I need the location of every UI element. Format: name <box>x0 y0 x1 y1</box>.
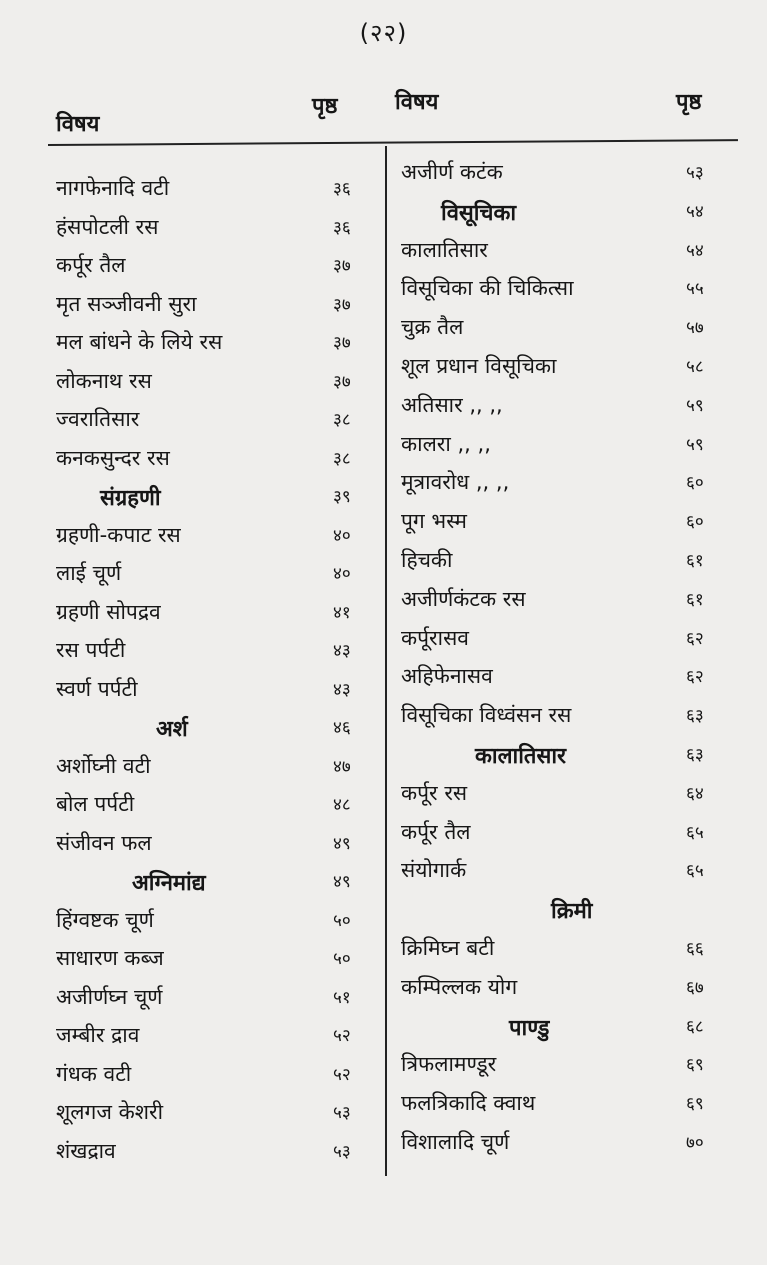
entry-title: अग्निमांद्य <box>132 871 206 896</box>
index-entry <box>56 944 368 980</box>
index-entry <box>401 779 731 815</box>
entry-title: विसूचिका <box>441 200 517 226</box>
index-entry <box>56 367 368 403</box>
index-section-heading <box>56 713 368 749</box>
entry-page-number: ३६ <box>333 217 351 238</box>
entry-page-number: ३६ <box>333 179 351 199</box>
entry-title: नागफेनादि वटी <box>56 176 170 200</box>
left-subject-header: विषय <box>56 112 100 137</box>
index-entry <box>401 624 731 660</box>
entry-title: अर्शोघ्नी वटी <box>56 753 151 778</box>
entry-page-number: ३७ <box>333 371 351 392</box>
index-entry <box>56 1137 368 1173</box>
column-divider <box>385 146 387 1176</box>
entry-page-number: ५७ <box>686 318 704 339</box>
index-entry <box>401 391 731 427</box>
entry-title: मूत्रावरोध ,, ,, <box>401 470 510 495</box>
entry-page-number: ६९ <box>686 1094 704 1115</box>
left-page-header: पृष्ठ <box>312 94 338 119</box>
index-section-heading <box>401 197 731 233</box>
entry-page-number: ३८ <box>333 448 351 469</box>
entry-title: अतिसार ,, ,, <box>401 392 503 417</box>
entry-page-number: ५३ <box>333 1103 351 1123</box>
entry-title: ज्वरातिसार <box>56 407 140 431</box>
header-rule <box>48 139 738 146</box>
entry-page-number: ४० <box>333 564 351 584</box>
index-entry <box>401 662 731 698</box>
entry-title: मृत सञ्जीवनी सुरा <box>56 291 197 316</box>
entry-page-number: ५३ <box>686 163 704 183</box>
index-entry <box>401 701 731 737</box>
index-entry <box>401 856 731 892</box>
entry-page-number: ६५ <box>686 861 704 882</box>
entry-title: साधारण कब्ज <box>56 946 164 970</box>
entry-page-number: ५९ <box>686 434 704 455</box>
entry-page-number: ४० <box>333 525 351 546</box>
entry-title: क्रिमिघ्न बटी <box>401 936 495 960</box>
entry-title: रस पर्पटी <box>56 638 126 662</box>
right-page-header: पृष्ठ <box>676 90 702 115</box>
entry-title: कालातिसार <box>401 237 488 262</box>
entry-title: गंधक वटी <box>56 1061 132 1086</box>
entry-title: हिंग्वष्टक चूर्ण <box>56 907 154 932</box>
entry-page-number: ६३ <box>686 745 704 765</box>
entry-title: कर्पूर तैल <box>401 819 471 844</box>
index-entry <box>56 174 368 210</box>
entry-page-number: ६३ <box>686 706 704 727</box>
entry-title: संयोगार्क <box>401 858 467 883</box>
index-entry <box>56 559 368 595</box>
entry-title: कम्पिल्लक योग <box>401 974 518 999</box>
index-entry <box>56 251 368 287</box>
entry-page-number: ४९ <box>333 833 351 854</box>
entry-title: हिचकी <box>401 548 453 572</box>
index-entry <box>401 1089 731 1125</box>
entry-page-number: ३८ <box>333 410 351 430</box>
entry-page-number: ५२ <box>333 1026 351 1046</box>
index-entry <box>401 352 731 388</box>
index-entry <box>56 1021 368 1057</box>
entry-page-number: ६१ <box>686 551 704 571</box>
entry-page-number: ६७ <box>686 977 704 998</box>
entry-title: स्वर्ण पर्पटी <box>56 676 138 701</box>
right-subject-header: विषय <box>395 90 439 115</box>
index-entry <box>401 507 731 543</box>
entry-title: अजीर्णकंटक रस <box>401 586 526 611</box>
entry-title: लोकनाथ रस <box>56 368 152 393</box>
entry-title: त्रिफलामण्डूर <box>401 1052 497 1077</box>
entry-page-number: ६४ <box>686 783 704 804</box>
index-entry <box>56 1060 368 1096</box>
index-entry <box>56 636 368 672</box>
entry-page-number: ६० <box>686 473 704 494</box>
entry-page-number: ७० <box>686 1133 704 1153</box>
index-entry <box>401 158 731 194</box>
entry-page-number: ६१ <box>686 589 704 610</box>
index-entry <box>56 290 368 326</box>
index-entry <box>56 213 368 249</box>
entry-page-number: ५१ <box>333 987 351 1008</box>
index-entry <box>401 934 731 970</box>
entry-page-number: ६९ <box>686 1055 704 1076</box>
entry-page-number: ३७ <box>333 294 351 315</box>
entry-title: अहिफेनासव <box>401 664 493 689</box>
entry-title: अजीर्णघ्न चूर्ण <box>56 984 163 1009</box>
entry-page-number: ६२ <box>686 667 704 688</box>
entry-title: कर्पूर रस <box>401 780 468 805</box>
entry-title: लाई चूर्ण <box>56 561 122 585</box>
index-entry <box>56 675 368 711</box>
entry-title: फलत्रिकादि क्वाथ <box>401 1091 536 1116</box>
index-entry <box>56 906 368 942</box>
index-section-heading <box>401 895 731 931</box>
entry-page-number: ५५ <box>686 279 704 300</box>
entry-page-number: ६५ <box>686 822 704 843</box>
entry-title: विसूचिका विध्वंसन रस <box>401 703 572 728</box>
entry-title: जम्बीर द्राव <box>56 1023 140 1047</box>
entry-page-number: ४९ <box>333 872 351 892</box>
entry-page-number: ६२ <box>686 628 704 649</box>
entry-title: कर्पूर तैल <box>56 253 126 277</box>
index-entry <box>56 444 368 480</box>
index-entry <box>401 1050 731 1086</box>
entry-page-number: ३७ <box>333 256 351 276</box>
page-number: (२२) <box>359 19 408 47</box>
index-section-heading <box>401 740 731 776</box>
entry-title: बोल पर्पटी <box>56 792 135 816</box>
index-entry <box>401 274 731 310</box>
entry-title: ग्रहणी-कपाट रस <box>56 522 181 547</box>
entry-title: कालरा ,, ,, <box>401 431 491 456</box>
entry-title: शूलगज केशरी <box>56 1100 164 1124</box>
entry-page-number: ५८ <box>686 357 704 377</box>
index-entry <box>56 405 368 441</box>
entry-title: शंखद्राव <box>56 1138 116 1163</box>
entry-title: पाण्डु <box>509 1015 550 1041</box>
entry-page-number: ४१ <box>333 602 351 623</box>
index-entry <box>401 236 731 272</box>
entry-title: कनकसुन्दर रस <box>56 445 170 470</box>
entry-title: कालातिसार <box>475 744 567 769</box>
entry-page-number: ५९ <box>686 395 704 416</box>
entry-page-number: ५४ <box>686 240 704 261</box>
index-entry <box>401 468 731 504</box>
entry-title: शूल प्रधान विसूचिका <box>401 354 557 378</box>
entry-page-number: ६८ <box>686 1016 704 1037</box>
entry-title: मल बांधने के लिये रस <box>56 330 223 354</box>
entry-page-number: ५३ <box>333 1141 351 1162</box>
entry-title: ग्रहणी सोपद्रव <box>56 599 161 624</box>
entry-title: क्रिमी <box>551 899 593 925</box>
entry-page-number: ४३ <box>333 679 351 700</box>
entry-page-number: ४३ <box>333 641 351 661</box>
entry-title: पूग भस्म <box>401 509 467 534</box>
index-entry <box>401 1128 731 1164</box>
index-entry <box>56 1098 368 1134</box>
index-entry <box>401 818 731 854</box>
entry-title: संग्रहणी <box>100 486 161 511</box>
entry-page-number: ६० <box>686 512 704 533</box>
entry-page-number: ५४ <box>686 201 704 222</box>
entry-page-number: ४८ <box>333 795 351 815</box>
index-entry <box>56 790 368 826</box>
entry-page-number: ६६ <box>686 939 704 959</box>
entry-title: हंसपोटली रस <box>56 214 159 239</box>
index-entry <box>56 829 368 865</box>
entry-title: विशालादि चूर्ण <box>401 1130 510 1154</box>
index-entry <box>56 752 368 788</box>
index-entry <box>401 430 731 466</box>
index-entry <box>401 546 731 582</box>
index-section-heading <box>56 482 368 518</box>
entry-page-number: ४७ <box>333 756 351 777</box>
index-entry <box>56 983 368 1019</box>
index-section-heading <box>401 1012 731 1048</box>
index-entry <box>401 973 731 1009</box>
entry-page-number: ३९ <box>333 487 351 507</box>
entry-page-number: ५० <box>333 910 351 931</box>
entry-title: संजीवन फल <box>56 830 152 855</box>
index-entry <box>401 313 731 349</box>
index-entry <box>56 328 368 364</box>
index-section-heading <box>56 867 368 903</box>
entry-title: अर्श <box>156 717 188 742</box>
entry-title: कर्पूरासव <box>401 625 469 650</box>
index-entry <box>56 521 368 557</box>
entry-page-number: ५२ <box>333 1064 351 1085</box>
entry-title: विसूचिका की चिकित्सा <box>401 276 574 301</box>
entry-page-number: ५० <box>333 949 351 969</box>
index-entry <box>401 585 731 621</box>
index-entry <box>56 598 368 634</box>
entry-page-number: ३७ <box>333 333 351 353</box>
entry-page-number: ४६ <box>333 718 351 738</box>
entry-title: अजीर्ण कटंक <box>401 160 503 184</box>
entry-title: चुक्र तैल <box>401 315 464 340</box>
